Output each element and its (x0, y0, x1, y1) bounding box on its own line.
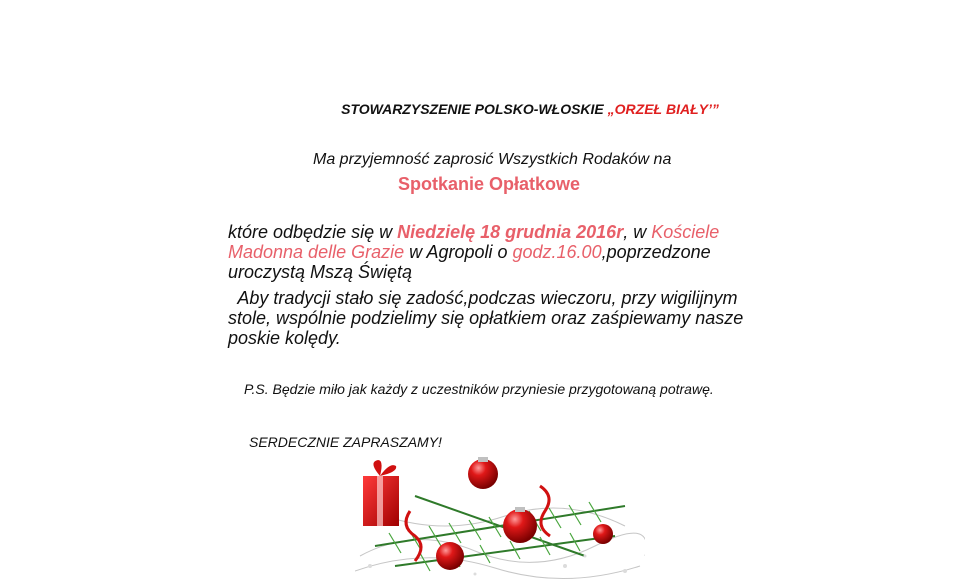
tradition-line-1: Aby tradycji stało się zadość,podczas wieczoru, przy wigilijnym (228, 288, 738, 308)
details-text: które odbędzie się w (228, 222, 398, 242)
details-line-1 (228, 222, 719, 242)
organization-header (0, 101, 960, 117)
event-title: Spotkanie Opłatkowe (398, 174, 581, 194)
tradition-line-3: poskie kolędy. (228, 328, 341, 348)
church-name-part1: Kościele (651, 222, 720, 242)
event-date: Niedzielę 18 grudnia 2016r (397, 222, 624, 242)
event-details (228, 222, 719, 282)
tradition-paragraph (228, 288, 743, 348)
details-line-2 (228, 242, 719, 262)
details-text: ,poprzedzone (601, 242, 711, 262)
details-text: w Agropoli o (404, 242, 513, 262)
invitation-intro: Ma przyjemność zaprosić Wszystkich Rodaków na (313, 151, 672, 168)
details-line-3: uroczystą Mszą Świętą (228, 262, 413, 282)
event-time: godz.16.00 (512, 242, 602, 262)
closing-text: SERDECZNIE ZAPRASZAMY! (249, 434, 442, 450)
organization-quote: „ORZEŁ BIAŁY’” (607, 101, 719, 117)
organization-name: STOWARZYSZENIE POLSKO-WŁOSKIE (341, 101, 604, 117)
church-name-part2: Madonna delle Grazie (228, 242, 405, 262)
ps-note: P.S. Będzie miło jak każdy z uczestników przyniesie przygotowaną potrawę. (244, 381, 714, 397)
details-text: , w (623, 222, 652, 242)
tradition-line-2: stole, wspólnie podzielimy się opłatkiem oraz zaśpiewamy nasze (228, 308, 744, 328)
christmas-ornaments-icon (355, 456, 645, 582)
christmas-decoration-image (355, 456, 645, 582)
